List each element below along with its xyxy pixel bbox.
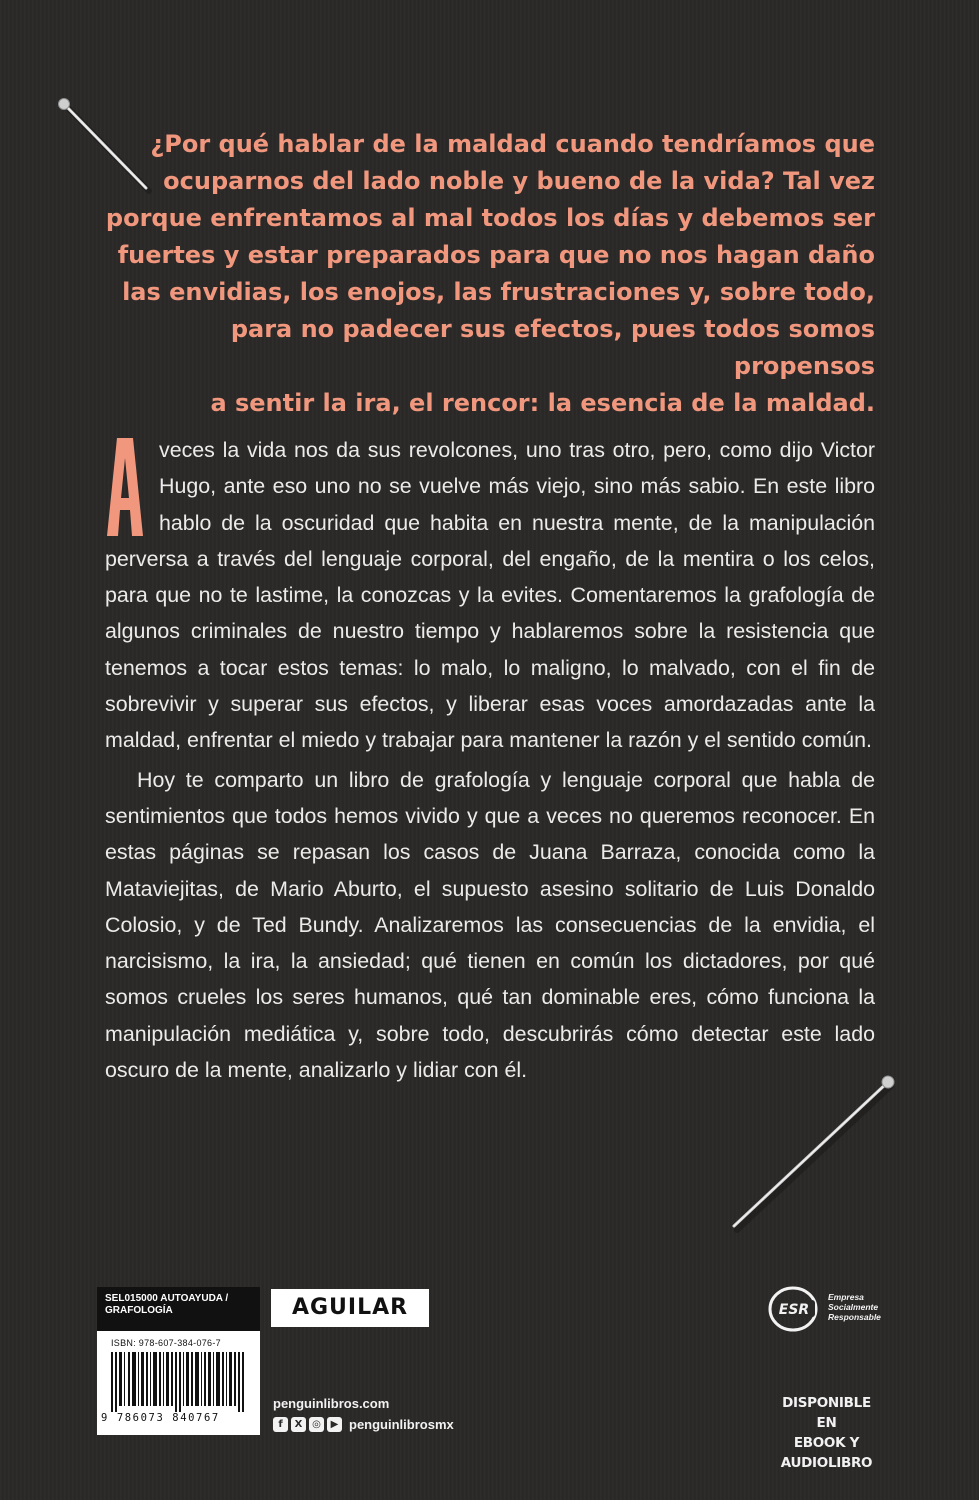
body-text: [105, 432, 875, 1088]
intro-quote: ¿Por qué hablar de la maldad cuando tendríamos que ocuparnos del lado noble y bueno de la vida? Tal vez porque enfrentamos al mal todos los días y debemos ser fuertes y estar preparados para que no nos hagan daño las envidias, los enojos, las frustraciones y, sobre todo, para no padecer sus efectos, pues todos somos propensos a sentir la ira, el rencor: la esencia de la maldad.: [105, 130, 875, 417]
social-handle[interactable]: penguinlibrosmx: [349, 1417, 454, 1432]
website-link[interactable]: penguinlibros.com: [273, 1396, 390, 1411]
barcode-box: [97, 1287, 260, 1435]
barcode-icon: [111, 1352, 249, 1412]
availability-text: DISPONIBLE EN EBOOK Y AUDIOLIBRO: [780, 1395, 873, 1471]
category-label: SEL015000 AUTOAYUDA / GRAFOLOGÍA: [97, 1287, 260, 1331]
paragraph-1-text: veces la vida nos da sus revolcones, uno tras otro, pero, como dijo Victor Hugo, ante eso uno no se vuelve más viejo, sino más sabio. En este libro hablo de la oscuridad que habita en nuestra mente, de la manipulación perversa a través del lenguaje corporal, del engaño, de la mentira o los celos, para que no te lastime, la conozcas y la evites. Comentaremos la grafología de algunos criminales de nuestro tiempo y hablaremos sobre la resistencia que tenemos a tocar estos temas: lo malo, lo maligno, lo malvado, con el fin de sobrevivir y superar sus efectos, y liberar esas voces amordazadas ante la maldad, enfrentar el miedo y trabajar para mantener la razón y el sentido común.: [105, 438, 875, 753]
esr-logo-text: ESR: [778, 1302, 810, 1318]
publisher-logo: AGUILAR: [271, 1289, 429, 1327]
youtube-icon[interactable]: ▶: [327, 1417, 342, 1432]
esr-label: Empresa Socialmente Responsable: [828, 1292, 881, 1322]
pin-bottom-icon: [712, 1070, 902, 1240]
paragraph-2: Hoy te comparto un libro de grafología y lenguaje corporal que habla de sentimientos que todos hemos vivido y que a veces no queremos reconocer. En estas páginas se repasan los casos de Juana Barraza, conocida como la Mataviejitas, de Mario Aburto, el supuesto asesino solitario de Luis Donaldo Colosio, y de Ted Bundy. Analizaremos las consecuencias de la envidia, el narcisismo, la ira, la ansiedad; qué tienen en común los dictadores, por qué somos crueles los seres humanos, qué tan dominable eres, cómo funciona la manipulación mediática y, sobre todo, descubrirás cómo detectar este lado oscuro de la mente, analizarlo y lidiar con él.: [105, 767, 875, 1083]
drop-cap: [105, 436, 145, 538]
esr-logo-icon: [767, 1284, 825, 1334]
paragraph-1: [105, 432, 875, 759]
facebook-icon[interactable]: f: [273, 1417, 288, 1432]
isbn-label: ISBN: 978-607-384-076-7: [111, 1338, 221, 1348]
social-links: [273, 1417, 454, 1432]
instagram-icon[interactable]: ◎: [309, 1417, 324, 1432]
x-icon[interactable]: X: [291, 1417, 306, 1432]
barcode-number: 9 786073 840767: [101, 1412, 220, 1424]
